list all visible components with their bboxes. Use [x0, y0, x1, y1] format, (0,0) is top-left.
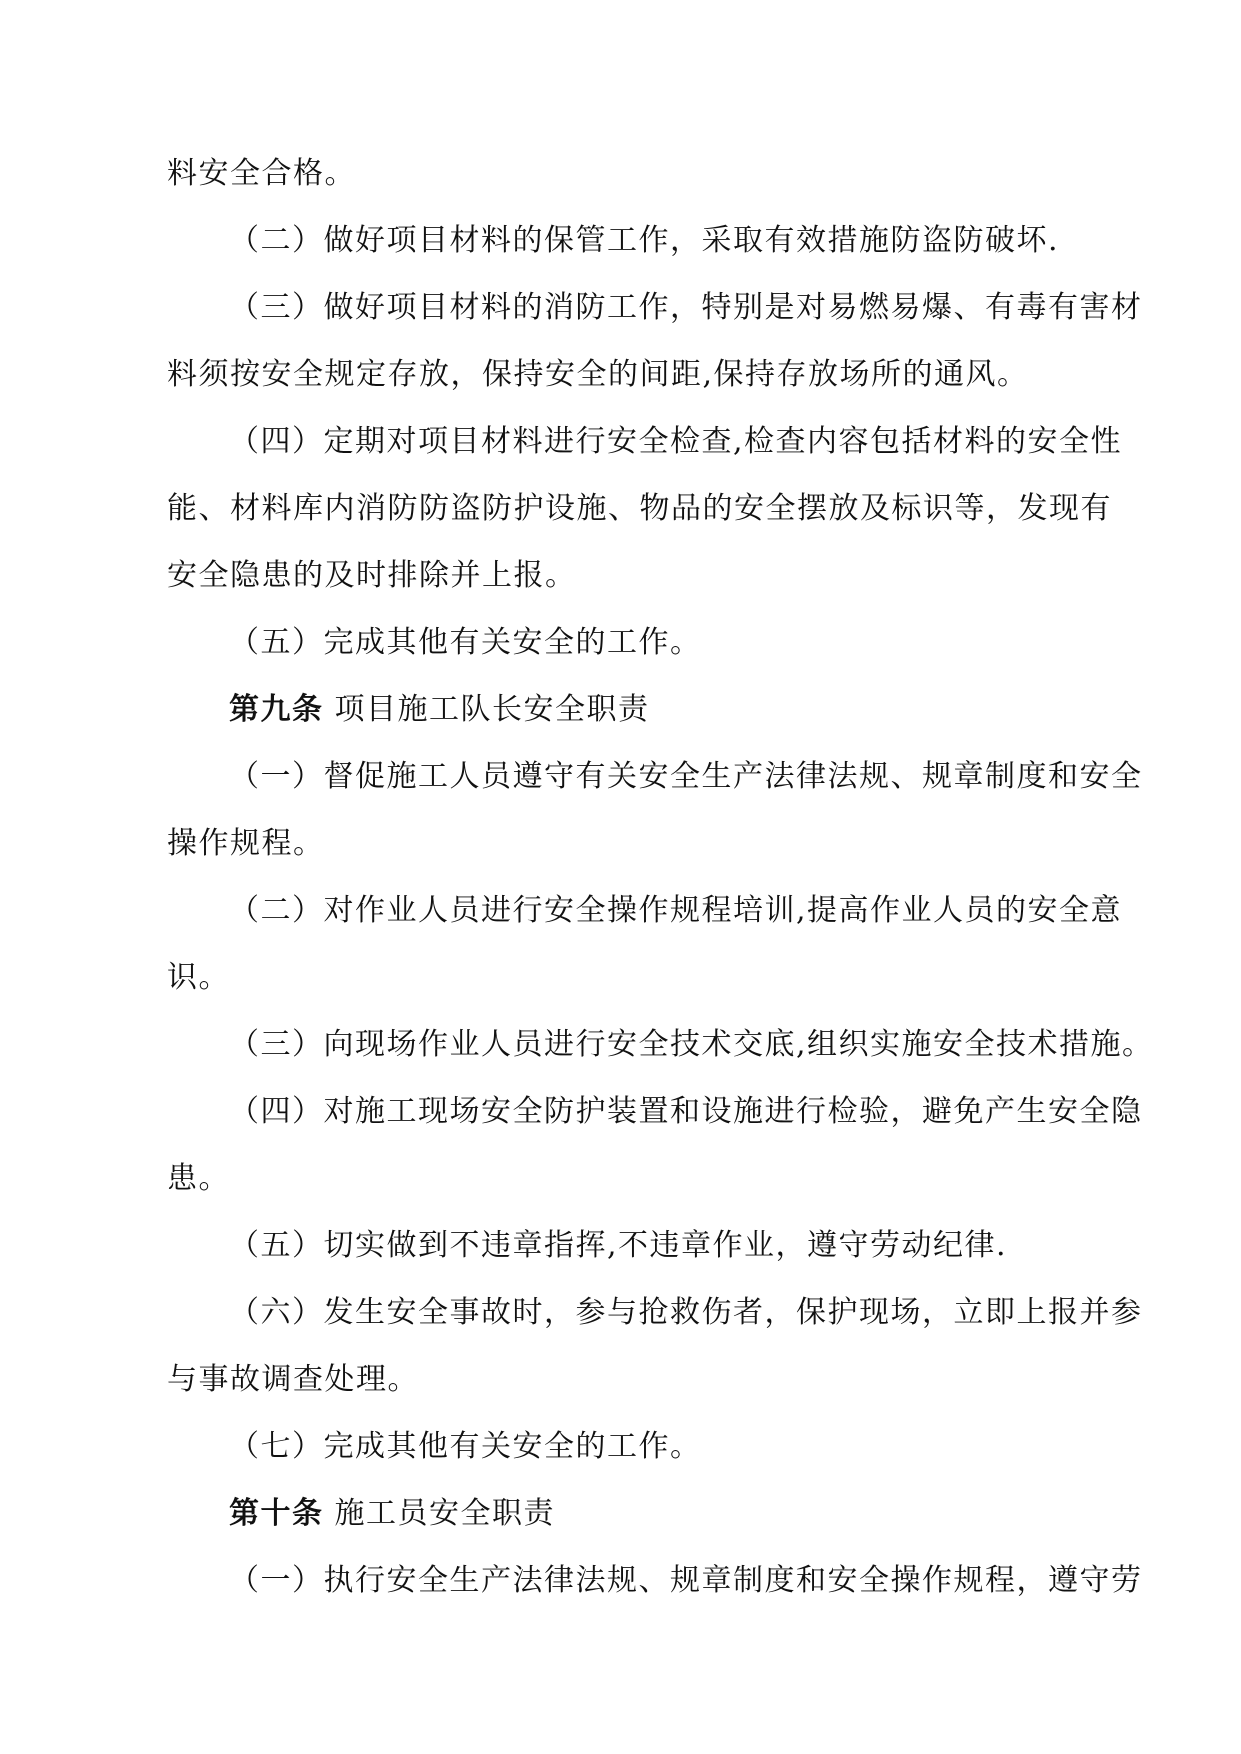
paragraph-line: （四）对施工现场安全防护装置和设施进行检验，避免产生安全隐: [229, 1094, 1143, 1129]
article-label: 第十条: [229, 1496, 324, 1531]
paragraph-line: 患。: [167, 1161, 230, 1196]
paragraph-line: （三）做好项目材料的消防工作，特别是对易燃易爆、有毒有害材: [229, 290, 1143, 325]
paragraph-line: （二）对作业人员进行安全操作规程培训,提高作业人员的安全意: [229, 893, 1123, 928]
paragraph-line: （五）完成其他有关安全的工作。: [229, 625, 702, 660]
article-heading: [167, 676, 1077, 743]
article-title: 施工员安全职责: [334, 1496, 556, 1531]
article-title: 项目施工队长安全职责: [334, 692, 650, 727]
document-page: [167, 140, 1154, 1614]
paragraph-line: 与事故调查处理。: [167, 1362, 419, 1397]
paragraph-line: （三）向现场作业人员进行安全技术交底,组织实施安全技术措施。: [229, 1027, 1154, 1062]
paragraph-line: 安全隐患的及时排除并上报。: [167, 558, 577, 593]
paragraph-line: 操作规程。: [167, 826, 325, 861]
paragraph-line: （五）切实做到不违章指挥,不违章作业，遵守劳动纪律.: [229, 1228, 1008, 1263]
paragraph-line: 识。: [167, 960, 230, 995]
paragraph-line: （一）督促施工人员遵守有关安全生产法律法规、规章制度和安全: [229, 759, 1143, 794]
paragraph-line: （六）发生安全事故时，参与抢救伤者，保护现场，立即上报并参: [229, 1295, 1143, 1330]
paragraph-line: （七）完成其他有关安全的工作。: [229, 1429, 702, 1464]
article-heading: [167, 1480, 1077, 1547]
paragraph-line: 料须按安全规定存放，保持安全的间距,保持存放场所的通风。: [167, 357, 1029, 392]
paragraph-line: 料安全合格。: [167, 156, 356, 191]
paragraph-line: （四）定期对项目材料进行安全检查,检查内容包括材料的安全性: [229, 424, 1123, 459]
paragraph-line: （一）执行安全生产法律法规、规章制度和安全操作规程，遵守劳: [229, 1563, 1143, 1598]
article-label: 第九条: [229, 692, 324, 727]
paragraph-line: （二）做好项目材料的保管工作，采取有效措施防盗防破坏.: [229, 223, 1060, 258]
paragraph-line: 能、材料库内消防防盗防护设施、物品的安全摆放及标识等，发现有: [167, 491, 1112, 526]
